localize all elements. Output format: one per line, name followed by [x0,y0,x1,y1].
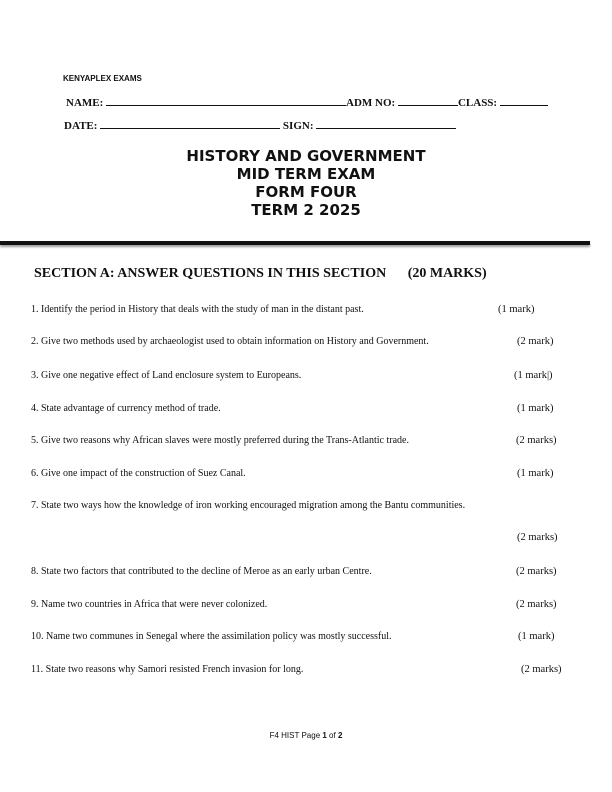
date-line [100,119,280,129]
question-marks: (1 mark) [517,468,554,479]
question-marks: (2 mark) [517,336,554,347]
section-marks: (20 MARKS) [407,266,487,281]
page-total: 2 [337,731,343,740]
question-text: 11. State two reasons why Samori resisted French invasion for long. [31,664,304,675]
question-marks: (1 mark) [498,304,535,315]
page-footer [0,731,612,740]
section-heading [34,266,487,282]
question-marks: (1 mark) [517,403,554,414]
question-text: 1. Identify the period in History that deals with the study of man in the distant past. [31,304,364,315]
exam-title [0,147,612,219]
question-text: 2. Give two methods used by archaeologist used to obtain information on History and Government. [31,336,429,347]
page-number: 1 [322,731,327,740]
name-label: NAME: [66,97,104,109]
question-marks: (1 mark|) [514,370,553,381]
class-label: CLASS: [457,97,498,109]
question-marks: (2 marks) [521,664,562,675]
title-line: TERM 2 2025 [251,201,361,219]
question-marks: (2 marks) [516,435,557,446]
divider [0,241,590,245]
question-text: 9. Name two countries in Africa that were never colonized. [31,599,268,610]
name-row [66,96,548,109]
question-marks: (2 marks) [516,566,557,577]
question-text: 10. Name two communes in Senegal where the assimilation policy was mostly successful. [31,631,392,642]
class-line [500,96,548,106]
question-marks: (2 marks) [516,599,557,610]
question-text: 8. State two factors that contributed to the decline of Meroe as an early urban Centre. [31,566,372,577]
question-text: 7. State two ways how the knowledge of iron working encouraged migration among the Bantu communities. [31,500,466,511]
footer-of: of [326,731,338,740]
sign-line [316,119,456,129]
footer-text: F4 HIST Page [269,731,323,740]
title-line: FORM FOUR [255,183,357,201]
adm-line [398,96,458,106]
sign-label: SIGN: [282,120,314,132]
title-line: MID TERM EXAM [236,165,376,183]
question-text: 6. Give one impact of the construction of Suez Canal. [31,468,246,479]
question-text: 4. State advantage of currency method of trade. [31,403,221,414]
question-marks: (2 marks) [517,532,558,543]
question-text: 5. Give two reasons why African slaves were mostly preferred during the Trans-Atlantic trade. [31,435,409,446]
adm-label: ADM NO: [346,97,396,109]
question-text: 3. Give one negative effect of Land enclosure system to Europeans. [31,370,302,381]
brand: KENYAPLEX EXAMS [63,74,142,83]
date-row [64,119,456,132]
section-title: SECTION A: ANSWER QUESTIONS IN THIS SECTION [34,266,387,281]
name-line [106,96,346,106]
question-marks: (1 mark) [518,631,555,642]
date-label: DATE: [64,120,98,132]
title-line: HISTORY AND GOVERNMENT [186,147,426,165]
